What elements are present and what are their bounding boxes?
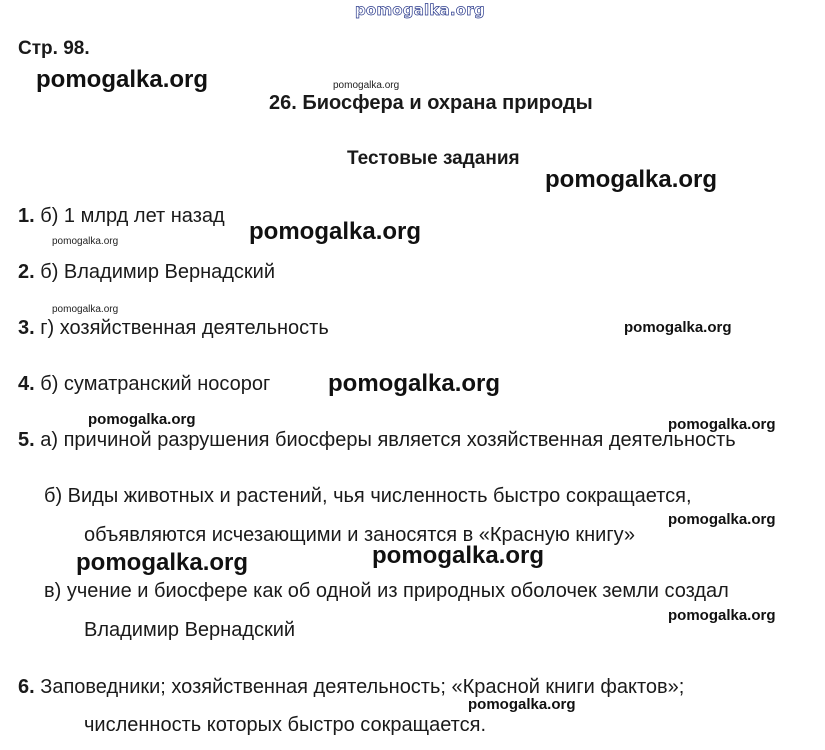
answer-number: 6.	[18, 676, 35, 698]
watermark: pomogalka.org	[52, 236, 119, 247]
answer-text: а) причиной разрушения биосферы является хозяйственная деятельность	[34, 429, 736, 451]
answer-5v-line1: в) учение и биосфере как об одной из природных оболочек земли создал	[44, 580, 729, 602]
watermark: pomogalka.org	[372, 542, 545, 569]
answer-text: б) суматранский носорог	[34, 373, 271, 395]
page-label: Стр. 98.	[18, 38, 90, 59]
top-watermark: pomogalka.org	[355, 1, 485, 19]
watermark: pomogalka.org	[249, 218, 422, 245]
answer-5b-line1: б) Виды животных и растений, чья численность быстро сокращается,	[44, 485, 692, 507]
answer-number: 2.	[18, 261, 35, 283]
watermark: pomogalka.org	[333, 80, 400, 91]
answer-4	[18, 373, 270, 396]
answer-5b-line2: объявляются исчезающими и заносятся в «Красную книгу»	[84, 524, 635, 546]
answer-6	[18, 676, 684, 699]
watermark: pomogalka.org	[668, 607, 776, 624]
section-title: 26. Биосфера и охрана природы	[269, 92, 593, 114]
watermark: pomogalka.org	[328, 370, 501, 397]
watermark: pomogalka.org	[668, 511, 776, 528]
watermark: pomogalka.org	[668, 416, 776, 433]
watermark: pomogalka.org	[468, 696, 576, 713]
answer-6-line2: численность которых быстро сокращается.	[84, 714, 487, 736]
answer-number: 4.	[18, 373, 35, 395]
answer-text: б) 1 млрд лет назад	[34, 205, 225, 227]
watermark: pomogalka.org	[88, 411, 196, 428]
watermark: pomogalka.org	[76, 549, 249, 576]
answer-text: г) хозяйственная деятельность	[34, 317, 329, 339]
answer-1	[18, 205, 225, 228]
watermark: pomogalka.org	[545, 166, 718, 193]
answer-number: 3.	[18, 317, 35, 339]
watermark: pomogalka.org	[36, 66, 209, 93]
answer-5v-line2: Владимир Вернадский	[84, 619, 296, 641]
answer-3	[18, 317, 329, 340]
watermark: pomogalka.org	[624, 319, 732, 336]
section-subtitle: Тестовые задания	[347, 148, 520, 169]
answer-number: 1.	[18, 205, 35, 227]
answer-text: б) Владимир Вернадский	[34, 261, 276, 283]
answer-2	[18, 261, 275, 284]
watermark: pomogalka.org	[52, 304, 119, 315]
answer-number: 5.	[18, 429, 35, 451]
answer-5	[18, 429, 736, 452]
answer-text: Заповедники; хозяйственная деятельность; «Красной книги фактов»;	[34, 676, 685, 698]
